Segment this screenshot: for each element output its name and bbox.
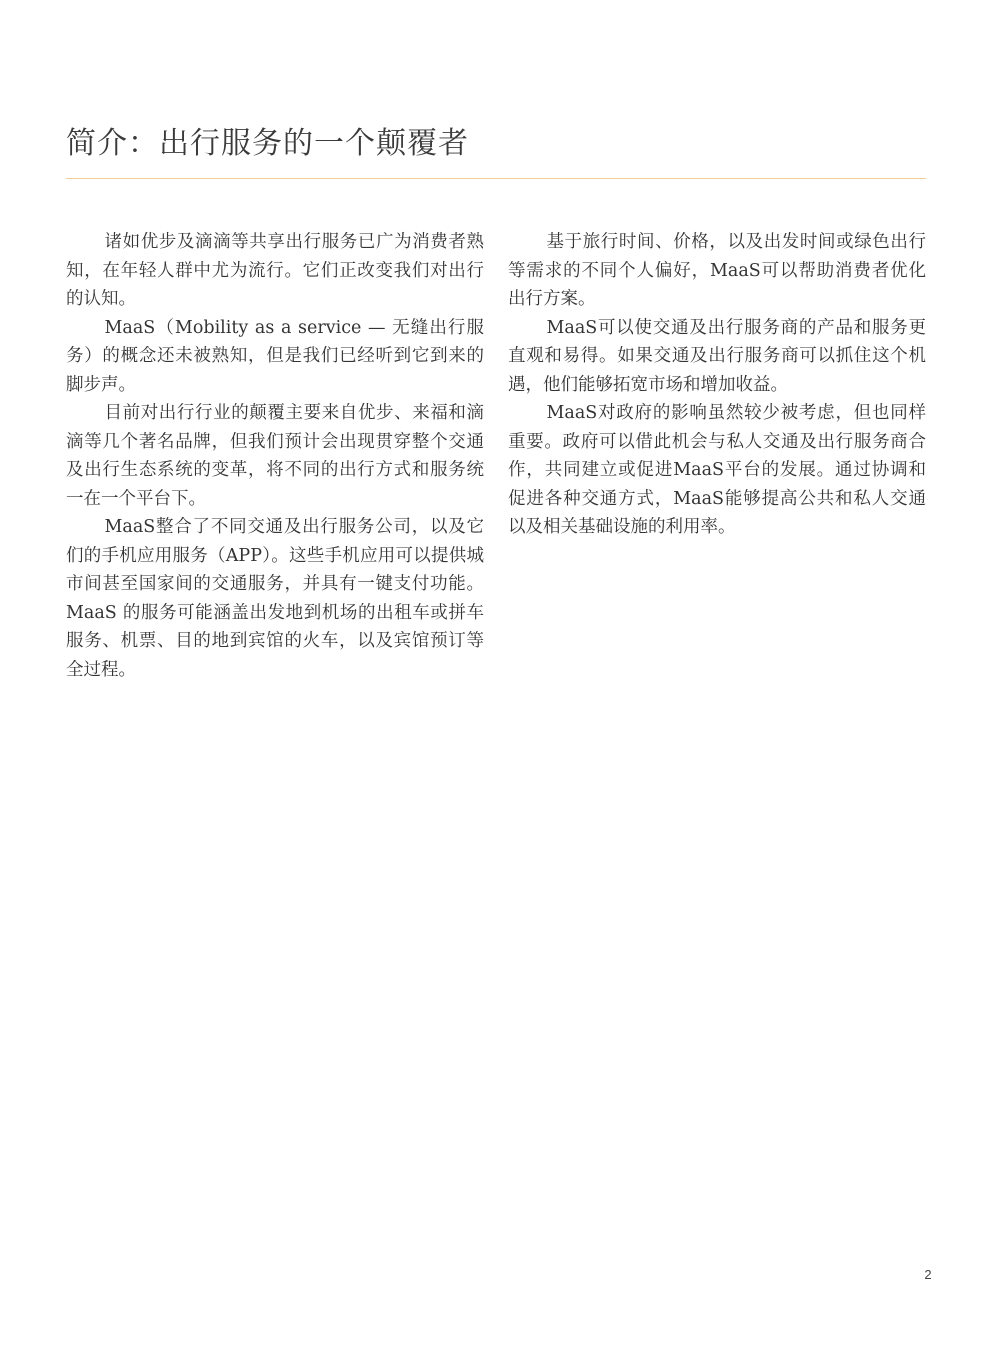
paragraph: MaaS可以使交通及出行服务商的产品和服务更直观和易得。如果交通及出行服务商可以抓住这个机遇，他们能够拓宽市场和增加收益。 <box>508 317 926 395</box>
title-divider <box>66 178 926 179</box>
page-title: 简介：出行服务的一个颠覆者 <box>66 126 469 161</box>
paragraph: 目前对出行行业的颠覆主要来自优步、来福和滴滴等几个著名品牌，但我们预计会出现贯穿整个交通及出行生态系统的变革，将不同的出行方式和服务统一在一个平台下。 <box>66 403 484 509</box>
paragraph: MaaS（Mobility as a service — 无缝出行服务）的概念还未被熟知，但是我们已经听到它到来的脚步声。 <box>66 317 484 395</box>
paragraph: 基于旅行时间、价格，以及出发时间或绿色出行等需求的不同个人偏好，MaaS可以帮助消费者优化出行方案。 <box>508 232 926 309</box>
page-number: 2 <box>924 1267 932 1282</box>
left-column <box>66 228 484 684</box>
paragraph: MaaS整合了不同交通及出行服务公司，以及它们的手机应用服务（APP）。这些手机应用可以提供城市间甚至国家间的交通服务，并具有一键支付功能。MaaS 的服务可能涵盖出发地到机场的出租车或拼车服务、机票、目的地到宾馆的火车，以及宾馆预订等全过程。 <box>66 517 484 680</box>
paragraph: MaaS对政府的影响虽然较少被考虑，但也同样重要。政府可以借此机会与私人交通及出行服务商合作，共同建立或促进MaaS平台的发展。通过协调和促进各种交通方式，MaaS能够提高公共和私人交通以及相关基础设施的利用率。 <box>508 403 926 537</box>
right-column <box>508 228 926 542</box>
paragraph: 诸如优步及滴滴等共享出行服务已广为消费者熟知，在年轻人群中尤为流行。它们正改变我们对出行的认知。 <box>66 232 484 309</box>
